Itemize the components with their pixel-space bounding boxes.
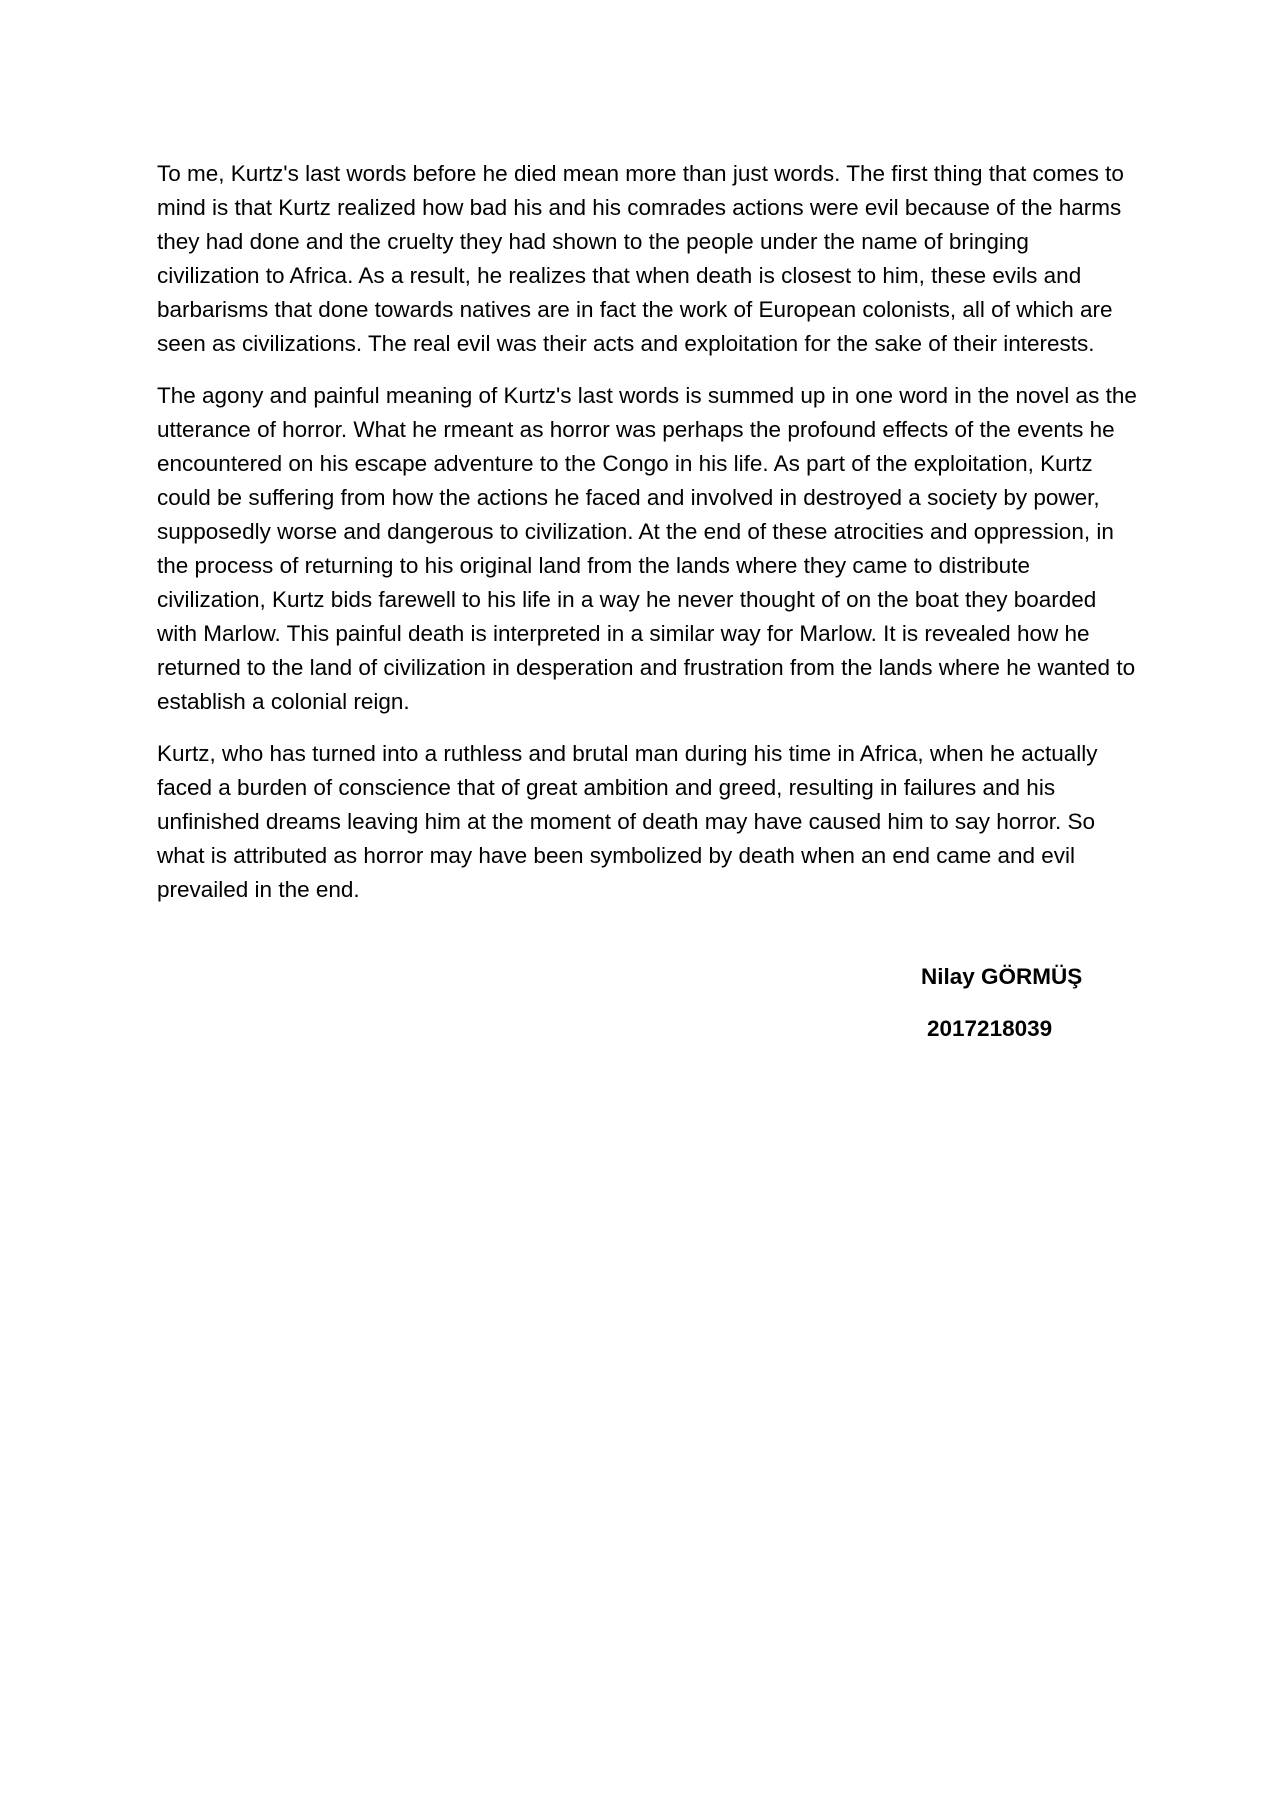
signature-block	[921, 960, 1161, 1046]
paragraph-1: To me, Kurtz's last words before he died mean more than just words. The first thing that comes to mind is that Kurtz realized how bad his and his comrades actions were evil because of the harms they had done and the cruelty they had shown to the people under the name of bringing civilization to Africa. As a result, he realizes that when death is closest to him, these evils and barbarisms that done towards natives are in fact the work of European colonists, all of which are seen as civilizations. The real evil was their acts and exploitation for the sake of their interests.	[157, 161, 1124, 356]
author-name: Nilay GÖRMÜŞ	[921, 964, 1083, 989]
essay-body	[157, 157, 1137, 925]
paragraph-2: The agony and painful meaning of Kurtz's last words is summed up in one word in the novel as the utterance of horror. What he rmeant as horror was perhaps the profound effects of the events he encountered on his escape adventure to the Congo in his life. As part of the exploitation, Kurtz could be suffering from how the actions he faced and involved in destroyed a society by power, supposedly worse and dangerous to civilization. At the end of these atrocities and oppression, in the process of returning to his original land from the lands where they came to distribute civilization, Kurtz bids farewell to his life in a way he never thought of on the boat they boarded with Marlow. This painful death is interpreted in a similar way for Marlow. It is revealed how he returned to the land of civilization in desperation and frustration from the lands where he wanted to establish a colonial reign.	[157, 383, 1137, 714]
student-id: 2017218039	[927, 1016, 1053, 1041]
paragraph-3: Kurtz, who has turned into a ruthless and brutal man during his time in Africa, when he actually faced a burden of conscience that of great ambition and greed, resulting in failures and his unfinished dreams leaving him at the moment of death may have caused him to say horror. So what is attributed as horror may have been symbolized by death when an end came and evil prevailed in the end.	[157, 741, 1098, 902]
